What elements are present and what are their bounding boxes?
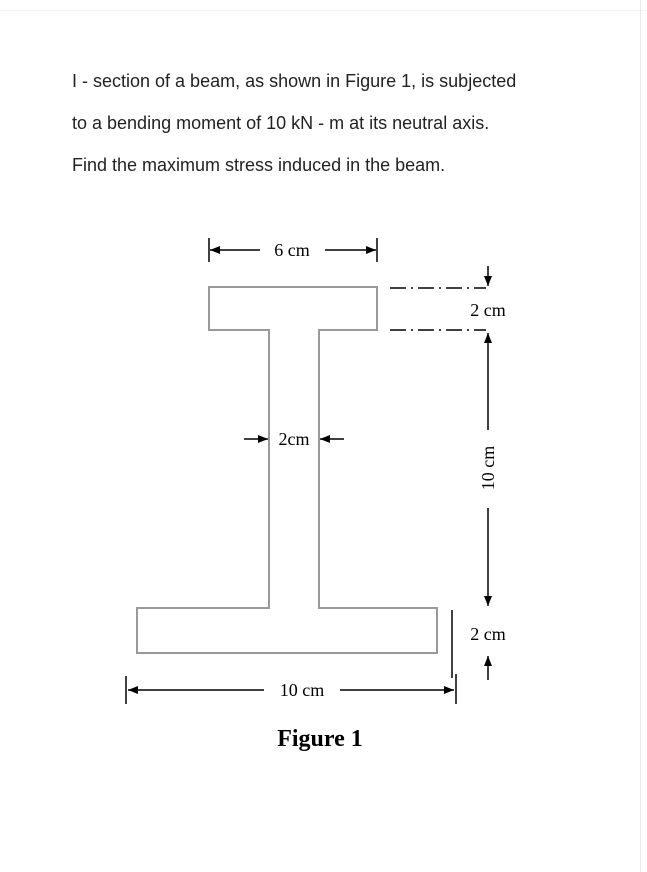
- i-section-outline: [137, 287, 437, 653]
- web-height-label: 10 cm: [478, 445, 498, 491]
- figure-caption: Figure 1: [277, 726, 363, 752]
- problem-line-1: I - section of a beam, as shown in Figure 1, is subjected: [72, 71, 517, 91]
- bottom-flange-thickness-label: 2 cm: [470, 624, 506, 644]
- top-flange-thickness-label: 2 cm: [470, 300, 506, 320]
- problem-line-3: Find the maximum stress induced in the beam.: [72, 155, 446, 175]
- web-thickness-label: 2cm: [278, 429, 310, 449]
- top-width-label: 6 cm: [274, 240, 310, 260]
- bottom-width-label: 10 cm: [279, 680, 325, 700]
- problem-line-2: to a bending moment of 10 kN - m at its neutral axis.: [72, 113, 490, 133]
